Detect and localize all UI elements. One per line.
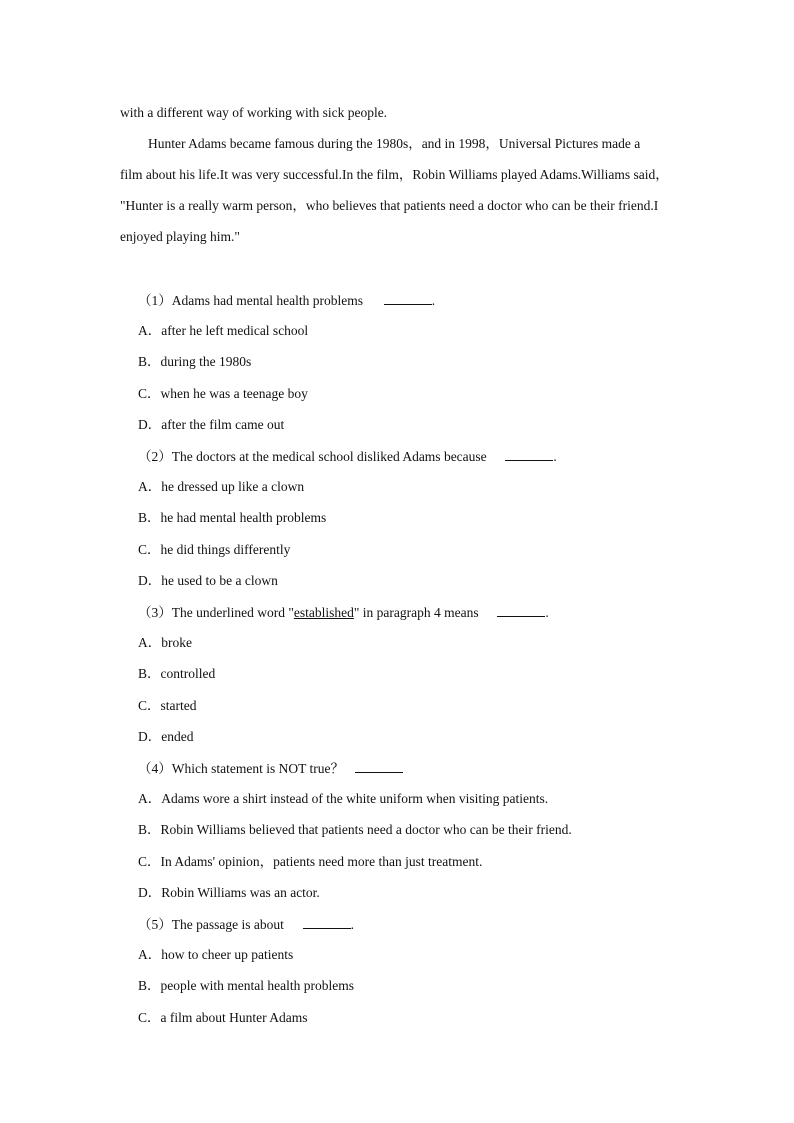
q5-option-a: A．how to cheer up patients	[138, 947, 294, 962]
question-3-end: .	[545, 605, 549, 620]
answer-blank-4[interactable]	[355, 759, 403, 773]
q3-option-d: D．ended	[138, 729, 194, 744]
question-4-stem: （4）Which statement is NOT true？	[138, 761, 344, 776]
question-5-end: .	[350, 917, 354, 932]
question-3-stem-before: （3）The underlined word "	[138, 605, 294, 620]
question-3	[138, 603, 549, 622]
question-3-stem-after: " in paragraph 4 means	[353, 605, 479, 620]
question-5	[138, 915, 354, 934]
q4-option-c: C．In Adams' opinion，patients need more than just treatment.	[138, 854, 483, 869]
q3-option-b: B．controlled	[138, 666, 216, 681]
answer-blank-5[interactable]	[303, 915, 351, 929]
q4-option-b: B．Robin Williams believed that patients need a doctor who can be their friend.	[138, 822, 572, 837]
passage-line-5: enjoyed playing him."	[120, 229, 240, 244]
question-2-end: .	[553, 449, 557, 464]
answer-blank-2[interactable]	[505, 447, 553, 461]
q5-option-b: B．people with mental health problems	[138, 978, 354, 993]
q2-option-a: A．he dressed up like a clown	[138, 479, 305, 494]
q4-option-a: A．Adams wore a shirt instead of the white uniform when visiting patients.	[138, 791, 549, 806]
underlined-word: established	[293, 605, 354, 620]
q1-option-c: C．when he was a teenage boy	[138, 386, 308, 401]
q2-option-b: B．he had mental health problems	[138, 510, 327, 525]
passage-line-1: with a different way of working with sick people.	[120, 105, 388, 120]
answer-blank-3[interactable]	[497, 603, 545, 617]
passage-line-4: "Hunter is a really warm person，who believes that patients need a doctor who can be their friend.I	[120, 198, 659, 213]
q2-option-c: C．he did things differently	[138, 542, 291, 557]
question-2-stem: （2）The doctors at the medical school disliked Adams because	[138, 449, 487, 464]
passage-line-2: Hunter Adams became famous during the 1980s，and in 1998，Universal Pictures made a	[148, 136, 641, 151]
q5-option-c: C．a film about Hunter Adams	[138, 1010, 308, 1025]
question-2	[138, 447, 557, 466]
q4-option-d: D．Robin Williams was an actor.	[138, 885, 320, 900]
q2-option-d: D．he used to be a clown	[138, 573, 278, 588]
answer-blank-1[interactable]	[384, 291, 432, 305]
question-1-stem: （1）Adams had mental health problems	[138, 293, 363, 308]
q1-option-b: B．during the 1980s	[138, 354, 252, 369]
passage-line-3: film about his life.It was very successful.In the film，Robin Williams played Adams.Williams said，	[120, 167, 669, 182]
question-1	[138, 291, 435, 310]
question-5-stem: （5）The passage is about	[138, 917, 284, 932]
q1-option-a: A．after he left medical school	[138, 323, 309, 338]
q1-option-d: D．after the film came out	[138, 417, 285, 432]
question-4	[138, 759, 403, 778]
q3-option-c: C．started	[138, 698, 197, 713]
q3-option-a: A．broke	[138, 635, 192, 650]
question-1-end: .	[431, 293, 436, 308]
